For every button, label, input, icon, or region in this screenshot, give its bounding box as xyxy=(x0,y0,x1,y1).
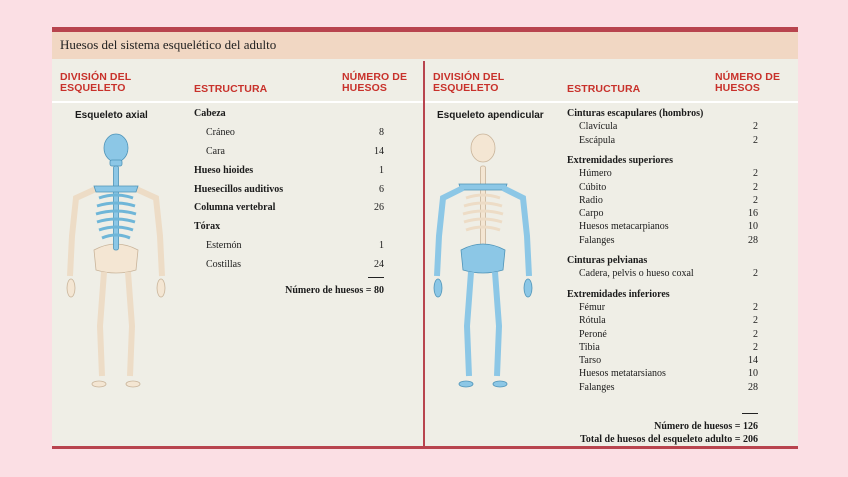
appendicular-row-label: Cadera, pelvis o hueso coxal xyxy=(579,268,694,280)
appendicular-row-label: Huesos metacarpianos xyxy=(579,221,669,233)
header-estructura-left: ESTRUCTURA xyxy=(194,83,268,95)
appendicular-group-title: Extremidades inferiores xyxy=(567,288,670,300)
grand-total: Total de huesos del esqueleto adulto = 206 xyxy=(580,434,758,445)
header-rule-left xyxy=(52,101,423,103)
appendicular-row-label: Carpo xyxy=(579,208,604,220)
appendicular-row-label: Falanges xyxy=(579,234,615,246)
division-apendicular: Esqueleto apendicular xyxy=(437,110,544,121)
appendicular-row-value: 28 xyxy=(748,234,758,246)
axial-row-value: 14 xyxy=(374,146,384,157)
axial-skeleton-illustration xyxy=(66,126,166,416)
axial-row-label: Hueso hioides xyxy=(194,165,254,176)
axial-row-value: 1 xyxy=(379,240,384,251)
appendicular-row-value: 2 xyxy=(753,181,758,193)
axial-row-value: 26 xyxy=(374,202,384,213)
appendicular-row-value: 2 xyxy=(753,328,758,340)
axial-row-label: Huesecillos auditivos xyxy=(194,184,284,195)
appendicular-row-label: Escápula xyxy=(579,134,616,146)
appendicular-row-label: Fémur xyxy=(579,301,606,313)
appendicular-row-value: 2 xyxy=(753,134,758,146)
axial-row-label: Esternón xyxy=(206,240,242,251)
appendicular-row-label: Cúbito xyxy=(579,181,607,193)
bone-table-card xyxy=(52,27,798,449)
appendicular-row-label: Húmero xyxy=(579,168,612,180)
axial-row-label: Cráneo xyxy=(206,127,235,138)
appendicular-row-value: 2 xyxy=(753,168,758,180)
axial-row-value: 6 xyxy=(379,184,384,195)
appendicular-row-value: 2 xyxy=(753,341,758,353)
appendicular-row-value: 28 xyxy=(748,381,758,393)
appendicular-row-value: 2 xyxy=(753,301,758,313)
appendicular-row-label: Tibia xyxy=(579,341,600,353)
title-bar xyxy=(52,32,798,59)
appendicular-group-title: Extremidades superiores xyxy=(567,154,674,166)
appendicular-sum-rule xyxy=(742,413,758,414)
appendicular-group-title: Cinturas pelvianas xyxy=(567,255,648,266)
appendicular-row-value: 2 xyxy=(753,268,758,280)
header-estructura-right: ESTRUCTURA xyxy=(567,83,641,95)
appendicular-skeleton-illustration xyxy=(433,126,533,416)
header-division-left: DIVISIÓN DEL ESQUELETO xyxy=(60,71,132,94)
appendicular-row-label: Huesos metatarsianos xyxy=(579,368,666,380)
appendicular-row-label: Rótula xyxy=(579,315,606,327)
axial-row-label: Columna vertebral xyxy=(194,202,276,213)
appendicular-row-label: Clavícula xyxy=(579,121,618,133)
header-division-right: DIVISIÓN DEL ESQUELETO xyxy=(433,71,505,94)
appendicular-group-title: Cinturas escapulares (hombros) xyxy=(567,108,704,119)
axial-row-label: Costillas xyxy=(206,259,242,270)
axial-row-value: 24 xyxy=(374,259,384,270)
header-numero-right: NÚMERO DE HUESOS xyxy=(715,71,781,94)
axial-total: Número de huesos = 80 xyxy=(285,285,384,296)
appendicular-row-value: 2 xyxy=(753,194,758,206)
axial-row-value: 8 xyxy=(379,127,384,138)
axial-row-label: Cabeza xyxy=(194,108,226,119)
appendicular-row-label: Falanges xyxy=(579,381,615,393)
appendicular-row-label: Radio xyxy=(579,194,603,206)
axial-row-label: Cara xyxy=(206,146,225,157)
appendicular-row-value: 2 xyxy=(753,121,758,133)
appendicular-total: Número de huesos = 126 xyxy=(654,421,758,432)
axial-row-label: Tórax xyxy=(194,221,221,232)
appendicular-row-value: 2 xyxy=(753,315,758,327)
division-axial: Esqueleto axial xyxy=(75,110,148,121)
header-numero-left: NÚMERO DE HUESOS xyxy=(342,71,408,94)
appendicular-row-value: 10 xyxy=(748,221,758,233)
axial-sum-rule xyxy=(368,277,384,278)
appendicular-row-value: 10 xyxy=(748,368,758,380)
appendicular-row-value: 14 xyxy=(748,355,758,367)
axial-row-value: 1 xyxy=(379,165,384,176)
center-divider xyxy=(423,61,425,446)
appendicular-row-label: Peroné xyxy=(579,328,607,340)
appendicular-row-value: 16 xyxy=(748,208,758,220)
header-rule-right xyxy=(425,101,798,103)
table-title: Huesos del sistema esquelético del adulto xyxy=(60,37,277,52)
appendicular-row-label: Tarso xyxy=(579,355,602,367)
